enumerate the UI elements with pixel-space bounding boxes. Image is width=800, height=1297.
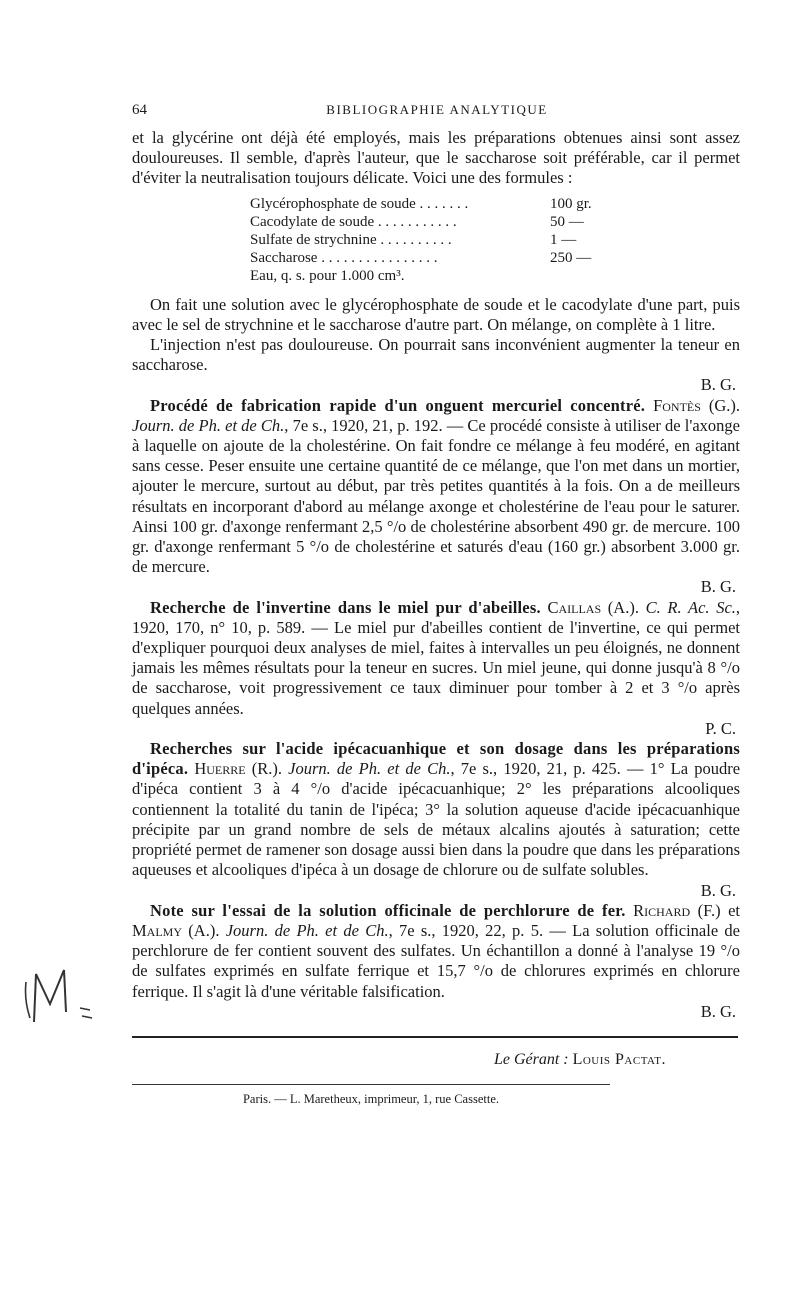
- abstract-article: [132, 396, 740, 578]
- article-journal: Journ. de Ph. et de Ch.: [132, 415, 285, 435]
- formula-ingredient: Saccharose . . . . . . . . . . . . . . . .: [250, 249, 438, 266]
- formula-ingredient: Eau, q. s. pour 1.000 cm³.: [250, 267, 405, 284]
- article-journal: Journ. de Ph. et de Ch.: [225, 920, 389, 940]
- page-header: [132, 102, 742, 124]
- signature: B. G.: [700, 577, 736, 597]
- article-author-initials: (A.).: [601, 597, 646, 617]
- article-title: Recherches sur l'acide ipécacuanhique et son dosage dans les préparations d'ipéca.: [132, 739, 740, 779]
- article-reference: , 7e s., 1920, 22, p. 5. —: [388, 920, 573, 940]
- footer-rule: [132, 1036, 738, 1038]
- intro-paragraph: L'injection n'est pas douloureuse. On pourrait sans inconvénient augmenter la teneur en saccharose.: [132, 335, 740, 375]
- article-title: Note sur l'essai de la solution officinale de perchlorure de fer.: [150, 900, 626, 920]
- page-body: [132, 128, 740, 1109]
- article-reference: , 1920, 170, n° 10, p. 589. —: [132, 597, 741, 637]
- formula-quantity: 50 —: [550, 213, 584, 230]
- article-text: Ce procédé consiste à utiliser de l'axonge à laquelle on ajoute de la cholestérine. On fait fondre ce mélange à feu modéré, en agitant sans cesse. Peser ensuite une certaine quantité de ce mélange, que l'on met dans un mortier, ajouter le mercure, surtout au début, par très petites quantités à la fois. On a de meilleurs résultats en incorporant d'abord au mélange axonge et cholestérine de l'eau pour le saturer. Ainsi 100 gr. d'axonge renfermant 2,5 °/o de cholestérine absorbent 490 gr. de mercure. 100 gr. d'axonge renfermant 5 °/o de cholestérine et saturés d'eau (160 gr.) absorbent 3.000 gr. de mercure.: [132, 415, 740, 577]
- formula-quantity: [550, 267, 650, 285]
- imprint-rule: [132, 1084, 610, 1085]
- gerant-name: Louis Pactat.: [572, 1050, 666, 1068]
- signature: B. G.: [700, 375, 736, 395]
- article-author-initials: (A.).: [182, 920, 226, 940]
- article-text: 1° La poudre d'ipéca contient 3 à 4 °/o d'acide ipécacuanhique; 2° les préparations alcooliques contiennent la totalité du tanin de l'ipéca; 3° la solution aqueuse d'acide ipécacuanhique précipite par un grand nombre de sels de métaux alcalins ajoutés à saturation; cette propriété permet de ramener son dosage aussi bien dans la poudre que dans les préparations aqueuses et alcooliques d'ipéca à un dosage de chlorure ou de sulfate solubles.: [132, 759, 741, 880]
- article-author: Caillas: [547, 597, 602, 617]
- signature: P. C.: [705, 718, 736, 738]
- formula-quantity: 100 gr.: [550, 195, 592, 212]
- abstract-article: [132, 598, 740, 719]
- formula-row: [250, 249, 650, 267]
- running-title: BIBLIOGRAPHIE ANALYTIQUE: [326, 102, 548, 117]
- article-journal: Journ. de Ph. et de Ch.: [288, 759, 451, 779]
- article-author: Huerre: [194, 759, 246, 779]
- formula-ingredient: Sulfate de strychnine . . . . . . . . . .: [250, 231, 452, 248]
- formula-table: [250, 195, 650, 285]
- page-number: 64: [132, 102, 147, 118]
- article-author-initials: (R.).: [245, 759, 289, 779]
- formula-ingredient: Glycérophosphate de soude . . . . . . .: [250, 195, 469, 212]
- article-title: Recherche de l'invertine dans le miel pur d'abeilles.: [150, 597, 541, 617]
- formula-ingredient: Cacodylate de soude . . . . . . . . . . .: [250, 213, 457, 230]
- abstract-article: [132, 901, 740, 1002]
- signature: B. G.: [700, 880, 736, 900]
- signature: B. G.: [700, 1001, 736, 1021]
- article-author: Richard: [633, 900, 691, 920]
- article-author: Fontès: [653, 395, 701, 415]
- formula-row: [250, 267, 650, 285]
- printer-imprint: Paris. — L. Maretheux, imprimeur, 1, rue Cassette.: [242, 1092, 500, 1107]
- article-title: Procédé de fabrication rapide d'un onguent mercuriel concentré.: [150, 395, 646, 415]
- article-author-initials: (G.).: [700, 395, 740, 415]
- article-reference: , 7e s., 1920, 21, p. 192. —: [284, 415, 468, 435]
- article-author: Malmy: [132, 920, 183, 940]
- article-journal: C. R. Ac. Sc.: [645, 597, 736, 617]
- formula-quantity: 1 —: [550, 231, 577, 248]
- formula-quantity: 250 —: [550, 249, 592, 266]
- formula-row: [250, 213, 650, 231]
- gerant-line: [132, 1050, 740, 1070]
- handwritten-margin-mark: [20, 960, 98, 1030]
- formula-row: [250, 195, 650, 213]
- formula-row: [250, 231, 650, 249]
- abstract-article: [132, 739, 740, 880]
- article-text: Le miel pur d'abeilles contient de l'invertine, ce qui permet d'expliquer pourquoi deux analyses de miel, faites à intervalles un peu éloignés, ne donnent jamais les mêmes résultats pour la teneur en sucres. Un miel jeune, qui donne jusqu'à 8 °/o de saccharose, voit progressivement ce taux diminuer pour tomber à 2 et 3 °/o après quelques années.: [132, 617, 740, 718]
- article-author-initials: (F.) et: [690, 900, 741, 920]
- gerant-label: Le Gérant :: [493, 1050, 569, 1068]
- article-reference: , 7e s., 1920, 21, p. 425. —: [450, 759, 650, 779]
- intro-paragraph: On fait une solution avec le glycérophosphate de soude et le cacodylate d'une part, puis avec le sel de strychnine et le saccharose d'autre part. On mélange, on complète à 1 litre.: [132, 294, 740, 334]
- intro-paragraph: et la glycérine ont déjà été employés, mais les préparations obtenues ainsi sont assez douloureuses. Il semble, d'après l'auteur, que le saccharose soit préférable, car il permet d'éviter la neutralisation toujours délicate. Voici une des formules :: [132, 128, 740, 188]
- article-text: La solution officinale de perchlorure de fer contient souvent des sulfates. Un échantillon a donné à l'analyse 19 °/o de sulfates exprimés en sulfate ferrique et 15,7 °/o de chlorures exprimés en chlorure ferrique. Il s'agit là d'une véritable falsification.: [132, 920, 740, 1001]
